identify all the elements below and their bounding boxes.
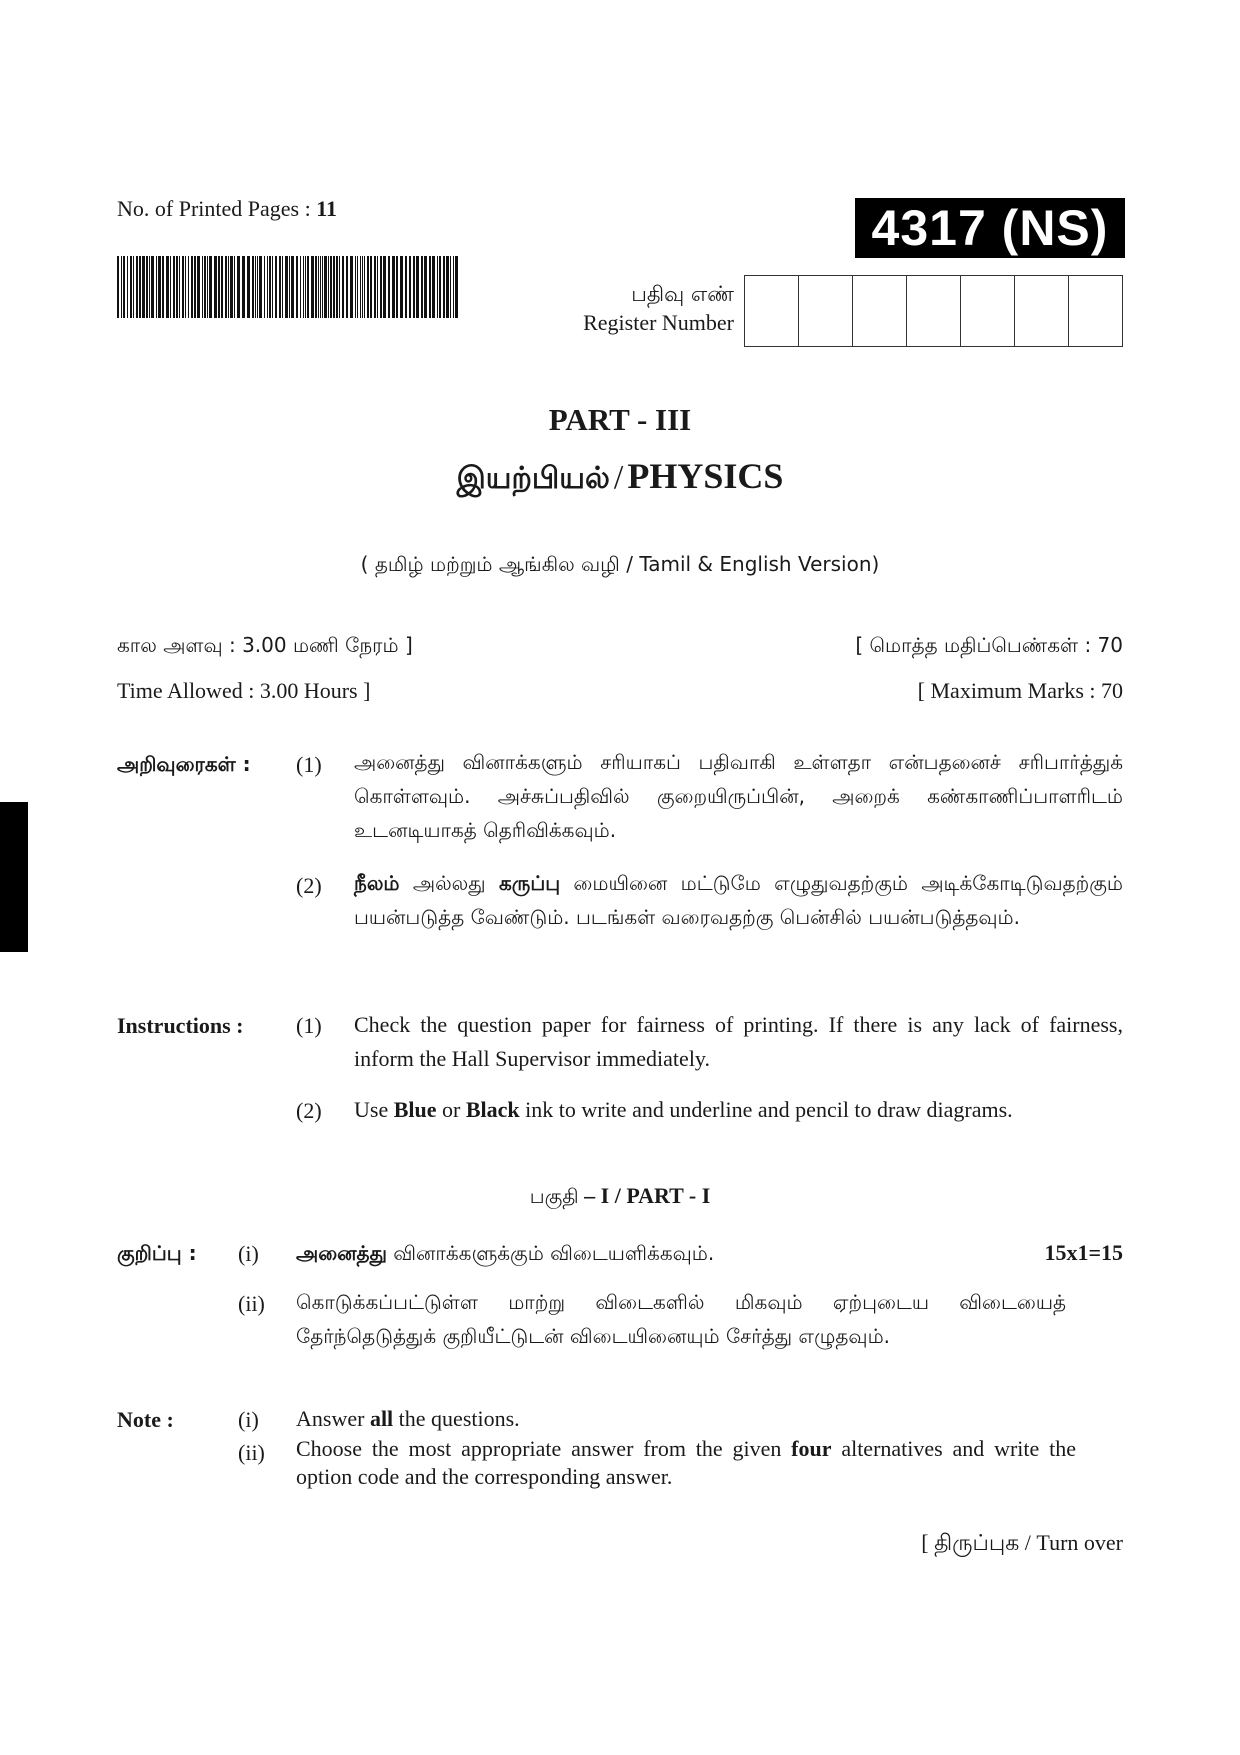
instruction-text-tamil-1: அனைத்து வினாக்களும் சரியாகப் பதிவாகி உள்ளதா என்பதனைச் சரிபார்த்துக் கொள்ளவும். அச்சுப்பதிவில் குறையிருப்பின், அறைக் கண்காணிப்பாளரிடம் உடனடியாகத் தெரிவிக்கவும். — [354, 750, 1123, 842]
subject-title — [0, 455, 1240, 500]
printed-pages-label: No. of Printed Pages : — [117, 196, 317, 221]
instructions-label: Instructions : — [117, 1013, 244, 1038]
note-text-tamil-1 — [296, 1236, 896, 1270]
max-marks: [ Maximum Marks : 70 — [917, 678, 1123, 703]
text-fragment: Choose the most appropriate answer from the given — [296, 1436, 792, 1461]
note-text-2 — [296, 1435, 1076, 1491]
ink-color-blue-tamil: நீலம் — [354, 871, 400, 895]
text-fragment: மையினை மட்டுமே எழுதுவதற்கும் அடிக்கோடிடுவதற்கும் பயன்படுத்த வேண்டும். படங்கள் வரைவதற்கு பென்சில் பயன்படுத்தவும். — [354, 871, 1123, 929]
text-fragment: or — [436, 1097, 466, 1122]
note-emphasis: four — [791, 1436, 832, 1461]
instruction-text-1: Check the question paper for fairness of printing. If there is any lack of fairness, inform the Hall Supervisor immediately. — [354, 1012, 1123, 1071]
register-digit-box[interactable] — [907, 276, 961, 346]
time-allowed-tamil: கால அளவு : 3.00 மணி நேரம் ] — [117, 633, 413, 657]
ink-color-black: Black — [465, 1097, 520, 1122]
note-number: (ii) — [238, 1291, 265, 1316]
note-number: (i) — [238, 1241, 259, 1266]
instruction-number: (2) — [296, 873, 322, 898]
instruction-text-tamil-2 — [354, 866, 1123, 934]
section-heading-tamil: பகுதி — [529, 1184, 579, 1208]
subject-title-tamil: இயற்பியல் — [456, 461, 610, 496]
ink-color-blue: Blue — [393, 1097, 437, 1122]
text-fragment: அல்லது — [399, 871, 499, 895]
text-fragment: Use — [354, 1097, 394, 1122]
max-marks-tamil: [ மொத்த மதிப்பெண்கள் : 70 — [855, 633, 1123, 657]
note-label: Note : — [117, 1407, 174, 1432]
register-digit-box[interactable] — [745, 276, 799, 346]
paper-code-badge: 4317 (NS) — [855, 198, 1125, 258]
margin-black-bar — [0, 802, 28, 952]
version-line: ( தமிழ் மற்றும் ஆங்கில வழி / Tamil & English Version) — [360, 552, 880, 576]
instruction-text-2 — [354, 1093, 1144, 1127]
text-fragment: the questions. — [393, 1406, 520, 1431]
register-digit-box[interactable] — [799, 276, 853, 346]
ink-color-black-tamil: கருப்பு — [498, 871, 561, 895]
register-number-label: Register Number — [583, 310, 734, 335]
instruction-number: (1) — [296, 752, 322, 777]
note-label-tamil: குறிப்பு : — [117, 1241, 197, 1265]
barcode-image — [117, 256, 459, 318]
text-fragment: Answer — [296, 1406, 370, 1431]
time-allowed: Time Allowed : 3.00 Hours ] — [117, 678, 371, 703]
register-digit-box[interactable] — [1069, 276, 1122, 346]
part-title: PART - III — [548, 402, 692, 437]
note-emphasis: all — [369, 1406, 394, 1431]
text-fragment: alternatives and write the option code and the corresponding answer. — [296, 1436, 1076, 1489]
instruction-number: (1) — [296, 1013, 322, 1038]
subject-title-english: PHYSICS — [627, 456, 784, 496]
register-digit-box[interactable] — [1015, 276, 1069, 346]
note-emphasis-tamil: அனைத்து — [296, 1241, 387, 1265]
register-digit-box[interactable] — [853, 276, 907, 346]
printed-pages-line — [117, 196, 337, 222]
instructions-label-tamil: அறிவுரைகள் : — [117, 752, 251, 776]
marks-scheme: 15x1=15 — [1044, 1240, 1123, 1265]
instruction-number: (2) — [296, 1098, 322, 1123]
subject-title-separator: / — [613, 459, 624, 496]
turn-over-note: [ திருப்புக / Turn over — [921, 1530, 1123, 1555]
note-number: (ii) — [238, 1440, 265, 1465]
note-text-tamil-2: கொடுக்கப்பட்டுள்ள மாற்று விடைகளில் மிகவும் ஏற்புடைய விடையைத் தேர்ந்தெடுத்துக் குறியீட்டுடன் விடையினையும் சேர்த்து எழுதவும். — [296, 1290, 1066, 1348]
register-digit-box[interactable] — [961, 276, 1015, 346]
text-fragment: வினாக்களுக்கும் விடையளிக்கவும். — [386, 1241, 715, 1265]
note-text-1 — [296, 1402, 1076, 1436]
register-number-label-tamil: பதிவு எண் — [631, 282, 734, 306]
text-fragment: ink to write and underline and pencil to draw diagrams. — [519, 1097, 1013, 1122]
section-heading-english: – I / PART - I — [578, 1183, 711, 1208]
register-number-boxes — [744, 275, 1123, 347]
note-number: (i) — [238, 1407, 259, 1432]
section-heading — [0, 1183, 1240, 1211]
printed-pages-value: 11 — [316, 196, 337, 221]
